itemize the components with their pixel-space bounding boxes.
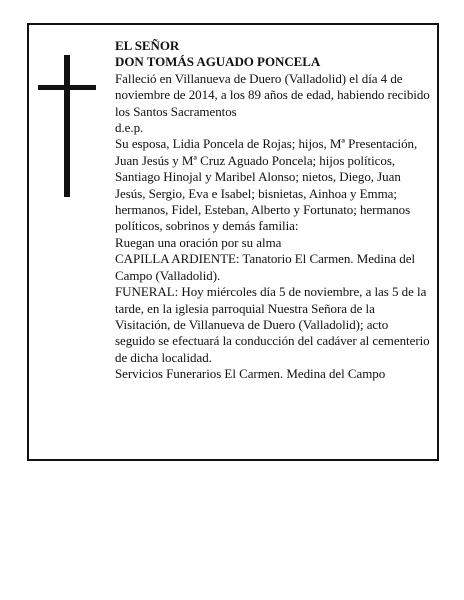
death-paragraph: Falleció en Villanueva de Duero (Valladolid) el día 4 de noviembre de 2014, a los 89 años de edad, habiendo recibido los Santos Sacramentos	[115, 70, 430, 119]
services-line: Servicios Funerarios El Carmen. Medina del Campo	[115, 366, 386, 382]
cross-horizontal-bar	[38, 85, 96, 90]
prayer-line: Ruegan una oración por su alma	[115, 234, 282, 250]
title-line: EL SEÑOR	[115, 38, 180, 53]
chapel-paragraph: CAPILLA ARDIENTE: Tanatorio El Carmen. Medina del Campo (Valladolid).	[115, 251, 416, 283]
obituary-text	[115, 38, 431, 383]
cross-icon	[38, 55, 96, 197]
family-paragraph: Su esposa, Lidia Poncela de Rojas; hijos, Mª Presentación, Juan Jesús y Mª Cruz Aguado Poncela; hijos políticos, Santiago Hinojal y Maribel Alonso; nietos, Diego, Juan Jesús, Sergio, Eva e Isabel; bisnietas, Ainhoa y Emma; hermanos, Fidel, Esteban, Alberto y Fortunato; hermanos políticos, sobrinos y demás familia:	[115, 136, 418, 234]
deceased-name: DON TOMÁS AGUADO PONCELA	[115, 54, 321, 70]
cross-vertical-bar	[64, 55, 70, 197]
dep-line: d.e.p.	[115, 120, 144, 136]
funeral-paragraph: FUNERAL: Hoy miércoles día 5 de noviembre, a las 5 de la tarde, en la iglesia parroquial Nuestra Señora de la Visitación, de Villanueva de Duero (Valladolid); acto seguido se efectuará la conducción del cadáver al cementerio de dicha localidad.	[115, 284, 430, 365]
